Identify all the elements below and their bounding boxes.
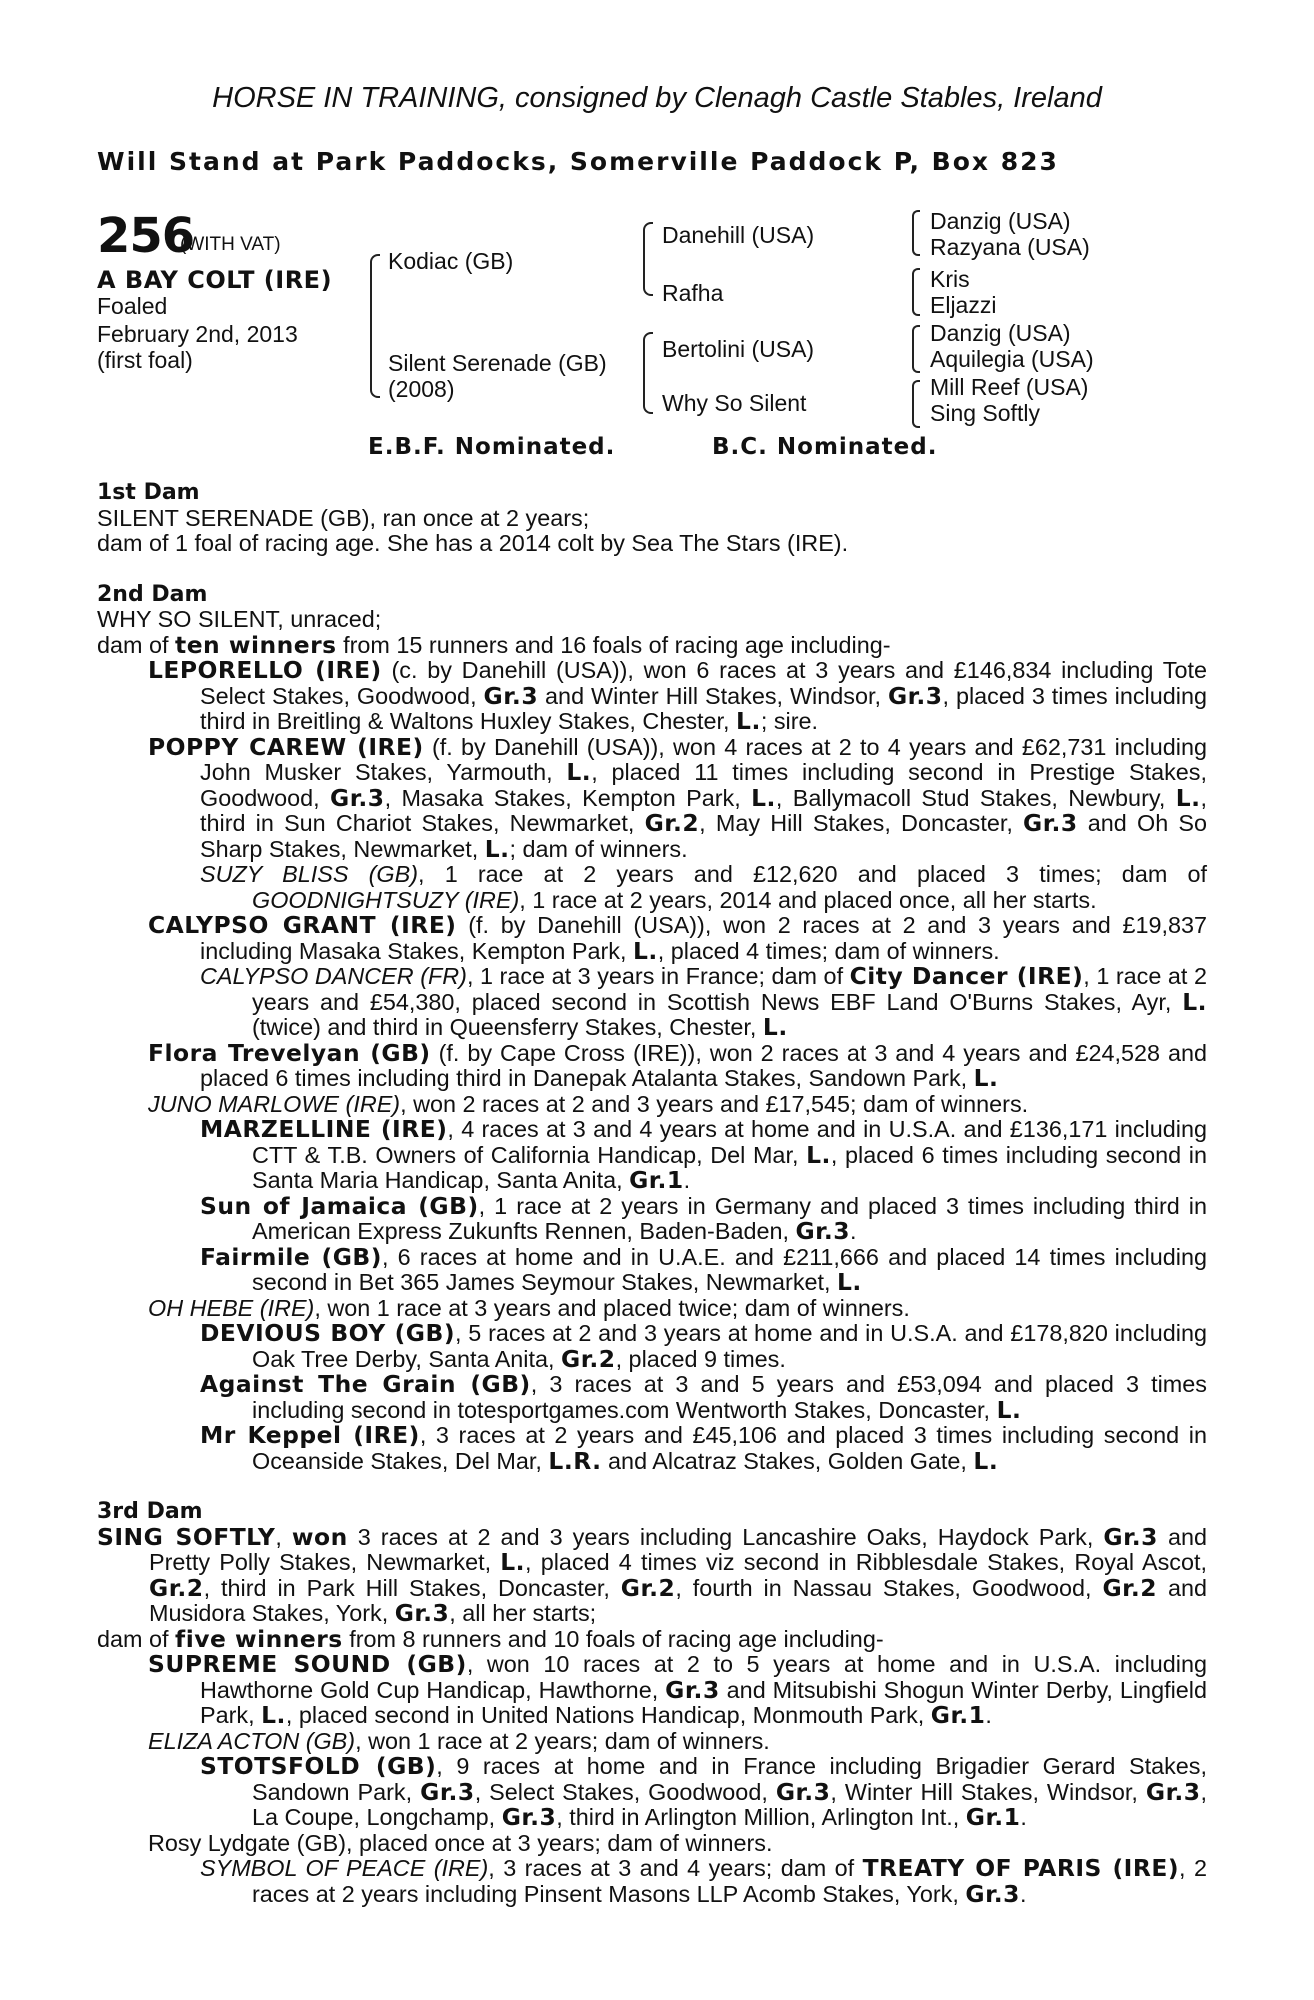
produce-calypso-grant: CALYPSO GRANT (IRE) (f. by Danehill (USA)), won 2 races at 2 and 3 years and £19,837 including Masaka Stakes, Kempton Park, L., placed 4 times; dam of winners. bbox=[148, 911, 1207, 965]
produce-rosy-lydgate: Rosy Lydgate (GB), placed once at 3 years; dam of winners. bbox=[148, 1829, 773, 1856]
vat-note: (WITH VAT) bbox=[180, 234, 281, 255]
produce-devious-boy: DEVIOUS BOY (GB), 5 races at 2 and 3 years at home and in U.S.A. and £178,820 including Oak Tree Derby, Santa Anita, Gr.2, placed 9 times. bbox=[200, 1319, 1207, 1373]
produce-supreme-sound: SUPREME SOUND (GB), won 10 races at 2 to 5 years at home and in U.S.A. including Hawthorne Gold Cup Handicap, Hawthorne, Gr.3 and Mitsubishi Shogun Winter Derby, Lingfield Park, L., placed second in United Nations Handicap, Monmouth Park, Gr.1. bbox=[148, 1650, 1207, 1729]
granddam-2: Eljazzi bbox=[930, 292, 997, 318]
produce-fairmile: Fairmile (GB), 6 races at home and in U.A.E. and £211,666 and placed 14 times including second in Bet 365 James Seymour Stakes, Newmarket, L. bbox=[200, 1242, 1207, 1296]
third-dam-sing-softly: SING SOFTLY, won 3 races at 2 and 3 years including Lancashire Oaks, Haydock Park, Gr.3 and Pretty Polly Stakes, Newmarket, L., placed 4 times viz second in Ribblesdale Stakes, Royal Ascot, Gr.2, third in Park Hill Stakes, Doncaster, Gr.2, fourth in Nassau Stakes, Goodwood, Gr.2 and Musidora Stakes, York, Gr.3, all her starts; bbox=[97, 1522, 1208, 1627]
produce-sun-of-jamaica: Sun of Jamaica (GB), 1 race at 2 years in Germany and placed 3 times including third in American Express Zukunfts Rennen, Baden-Baden, Gr.3. bbox=[200, 1191, 1208, 1245]
lot-number: 256 bbox=[97, 208, 195, 264]
ebf-nominated: E.B.F. Nominated. bbox=[368, 434, 616, 460]
produce-juno-marlowe: JUNO MARLOWE (IRE), won 2 races at 2 and 3 years and £17,545; dam of winners. bbox=[148, 1090, 1029, 1117]
sire-dam: Rafha bbox=[662, 280, 724, 306]
produce-against-the-grain: Against The Grain (GB), 3 races at 3 and 5 years and £53,094 and placed 3 times including second in totesportgames.com Wentworth Stakes, Doncaster, L. bbox=[200, 1370, 1207, 1424]
grandsire-1: Danzig (USA) bbox=[930, 208, 1071, 234]
grandsire-2: Kris bbox=[930, 266, 970, 292]
first-dam-text: SILENT SERENADE (GB), ran once at 2 years; dam of 1 foal of racing age. She has a 2014 colt by Sea The Stars (IRE). bbox=[97, 504, 849, 556]
third-dam-heading: 3rd Dam bbox=[97, 1499, 203, 1524]
dam-sire: Bertolini (USA) bbox=[662, 336, 815, 362]
produce-suzy-bliss: SUZY BLISS (GB), 1 race at 2 years and £12,620 and placed 3 times; dam of GOODNIGHTSUZY (IRE), 1 race at 2 years, 2014 and placed once, all her starts. bbox=[200, 861, 1207, 913]
produce-marzelline: MARZELLINE (IRE), 4 races at 3 and 4 years at home and in U.S.A. and £136,171 including CTT & T.B. Owners of California Handicap, Del Mar, L., placed 6 times including second in Santa Maria Handicap, Santa Anita, Gr.1. bbox=[200, 1115, 1207, 1194]
second-dam-text: WHY SO SILENT, unraced; dam of ten winners from 15 runners and 16 foals of racing age including- bbox=[97, 606, 891, 659]
sire-line-brace bbox=[370, 254, 380, 398]
dam-dam: Why So Silent bbox=[662, 390, 807, 416]
dam-year: (2008) bbox=[388, 376, 455, 402]
g-brace-2 bbox=[912, 268, 920, 316]
foal-note: (first foal) bbox=[97, 347, 193, 373]
dam-sire-brace bbox=[643, 332, 653, 414]
sire-sire: Danehill (USA) bbox=[662, 222, 815, 248]
catalogue-body bbox=[97, 480, 1207, 1907]
g-brace-3 bbox=[912, 325, 920, 373]
granddam-3: Aquilegia (USA) bbox=[930, 346, 1094, 372]
second-dam-heading: 2nd Dam bbox=[97, 581, 208, 607]
produce-calypso-dancer: CALYPSO DANCER (FR), 1 race at 3 years in France; dam of City Dancer (IRE), 1 race at 2 years and £54,380, placed second in Scottish News EBF Land O'Burns Stakes, Ayr, L. (twice) and third in Queensferry Stakes, Chester, L. bbox=[200, 962, 1207, 1041]
sire-sire-brace bbox=[643, 222, 653, 296]
granddam-1: Razyana (USA) bbox=[930, 234, 1090, 260]
dam: Silent Serenade (GB) bbox=[388, 350, 607, 376]
produce-flora-trevelyan: Flora Trevelyan (GB) (f. by Cape Cross (IRE)), won 2 races at 3 and 4 years and £24,528 and placed 6 times including third in Danepak Atalanta Stakes, Sandown Park, L. bbox=[148, 1038, 1207, 1092]
stand-location: Will Stand at Park Paddocks, Somerville Paddock P, Box 823 bbox=[97, 147, 1059, 176]
grandsire-4: Mill Reef (USA) bbox=[930, 374, 1089, 400]
produce-mr-keppel: Mr Keppel (IRE), 3 races at 2 years and £45,106 and placed 3 times including second in Oceanside Stakes, Del Mar, L.R. and Alcatraz Stakes, Golden Gate, L. bbox=[200, 1421, 1207, 1475]
foaled-label: Foaled bbox=[97, 293, 168, 319]
produce-oh-hebe: OH HEBE (IRE), won 1 race at 3 years and placed twice; dam of winners. bbox=[148, 1294, 910, 1321]
produce-stotsfold: STOTSFOLD (GB), 9 races at home and in France including Brigadier Gerard Stakes, Sandown Park, Gr.3, Select Stakes, Goodwood, Gr.3, Winter Hill Stakes, Windsor, Gr.3, La Coupe, Longchamp, Gr.3, third in Arlington Million, Arlington Int., Gr.1. bbox=[200, 1752, 1207, 1831]
sire: Kodiac (GB) bbox=[388, 248, 514, 274]
g-brace-4 bbox=[912, 380, 920, 428]
produce-poppy-carew: POPPY CAREW (IRE) (f. by Danehill (USA)), won 4 races at 2 to 4 years and £62,731 including John Musker Stakes, Yarmouth, L., placed 11 times including second in Prestige Stakes, Goodwood, Gr.3, Masaka Stakes, Kempton Park, L., Ballymacoll Stud Stakes, Newbury, L., third in Sun Chariot Stakes, Newmarket, Gr.2, May Hill Stakes, Doncaster, Gr.3 and Oh So Sharp Stakes, Newmarket, L.; dam of winners. bbox=[148, 732, 1208, 863]
grandsire-3: Danzig (USA) bbox=[930, 320, 1071, 346]
bc-nominated: B.C. Nominated. bbox=[712, 434, 938, 460]
granddam-4: Sing Softly bbox=[930, 400, 1040, 426]
foaled-date: February 2nd, 2013 bbox=[97, 321, 298, 347]
horse-description: A BAY COLT (IRE) bbox=[97, 266, 333, 294]
page-title: HORSE IN TRAINING, consigned by Clenagh Castle Stables, Ireland bbox=[212, 82, 1102, 114]
third-dam-summary: dam of five winners from 8 runners and 10 foals of racing age including- bbox=[97, 1624, 884, 1653]
produce-eliza-acton: ELIZA ACTON (GB), won 1 race at 2 years; dam of winners. bbox=[148, 1727, 770, 1754]
produce-symbol-of-peace: SYMBOL OF PEACE (IRE), 3 races at 3 and 4 years; dam of TREATY OF PARIS (IRE), 2 races at 2 years including Pinsent Masons LLP Acomb Stakes, York, Gr.3. bbox=[200, 1854, 1207, 1908]
produce-leporello: LEPORELLO (IRE) (c. by Danehill (USA)), won 6 races at 3 years and £146,834 including Tote Select Stakes, Goodwood, Gr.3 and Winter Hill Stakes, Windsor, Gr.3, placed 3 times including third in Breitling & Waltons Huxley Stakes, Chester, L.; sire. bbox=[148, 656, 1207, 735]
g-brace-1 bbox=[912, 210, 920, 256]
first-dam-heading: 1st Dam bbox=[97, 480, 200, 505]
